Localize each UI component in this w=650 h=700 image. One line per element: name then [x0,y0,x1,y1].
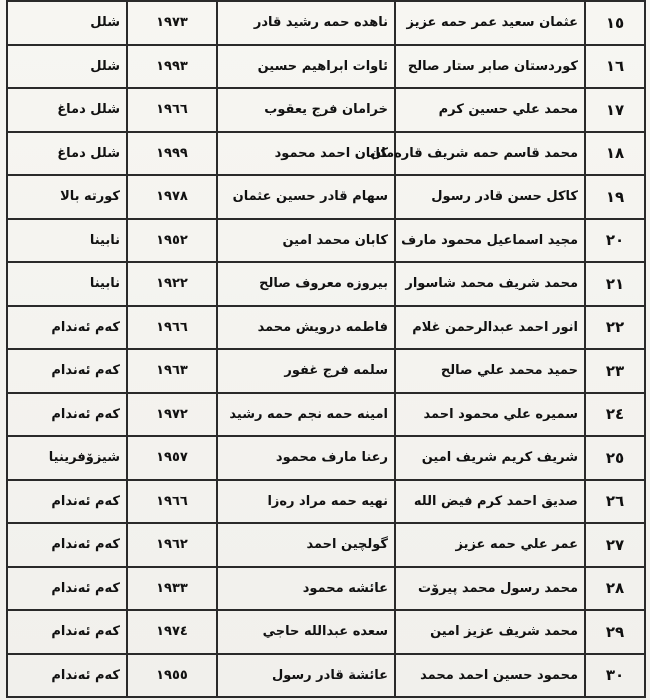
birth-year-cell: ١٩٥٧ [127,436,217,480]
birth-year-cell: ١٩٦٦ [127,306,217,350]
mother-name-cell: نهيه حمه مراد رەزا [217,480,395,524]
condition-cell: كەم ئەندام [7,393,127,437]
table-row [7,436,645,480]
mother-name-cell: رعنا مارف محمود [217,436,395,480]
person-name-cell: كاكل حسن قادر رسول [395,175,585,219]
person-name-cell: شريف كريم شريف امين [395,436,585,480]
mother-name-cell: عائشة قادر رسول [217,654,395,698]
person-name-cell: حميد محمد علي صالح [395,349,585,393]
person-name-cell: سميره علي محمود احمد [395,393,585,437]
row-number-cell: ٢٢ [585,306,645,350]
table-row [7,1,645,45]
table-row [7,523,645,567]
birth-year-cell: ١٩٩٣ [127,45,217,89]
mother-name-cell: امينه حمه نجم حمه رشيد [217,393,395,437]
table-row [7,480,645,524]
birth-year-cell: ١٩٧٨ [127,175,217,219]
row-number-cell: ٢٥ [585,436,645,480]
person-name-cell: محمد قاسم حمه شريف قارەمان [395,132,585,176]
person-name-cell: عثمان سعيد عمر حمه عزيز [395,1,585,45]
person-name-cell: كوردستان صابر ستار صالح [395,45,585,89]
row-number-cell: ٢٨ [585,567,645,611]
row-number-cell: ٢٧ [585,523,645,567]
condition-cell: كەم ئەندام [7,610,127,654]
person-name-cell: انور احمد عبدالرحمن غلام [395,306,585,350]
table-row [7,262,645,306]
mother-name-cell: ئاوات ابراهيم حسين [217,45,395,89]
condition-cell: كەم ئەندام [7,567,127,611]
row-number-cell: ٢١ [585,262,645,306]
birth-year-cell: ١٩٦٣ [127,349,217,393]
birth-year-cell: ١٩٦٦ [127,88,217,132]
row-number-cell: ٢٠ [585,219,645,263]
records-table [6,0,646,698]
condition-cell: شلل دماغ [7,88,127,132]
condition-cell: شلل دماغ [7,132,127,176]
person-name-cell: مجيد اسماعيل محمود مارف [395,219,585,263]
table-row [7,610,645,654]
table-row [7,132,645,176]
table-row [7,393,645,437]
mother-name-cell: فاطمه درويش محمد [217,306,395,350]
person-name-cell: محمد شريف عزيز امين [395,610,585,654]
mother-name-cell: سهام قادر حسين عثمان [217,175,395,219]
condition-cell: كەم ئەندام [7,349,127,393]
row-number-cell: ١٧ [585,88,645,132]
birth-year-cell: ١٩٥٥ [127,654,217,698]
condition-cell: شيزۆفرينيا [7,436,127,480]
row-number-cell: ٢٣ [585,349,645,393]
mother-name-cell: سلمه فرج غفور [217,349,395,393]
mother-name-cell: خرامان فرج يعقوب [217,88,395,132]
table-row [7,45,645,89]
condition-cell: كورتە بالا [7,175,127,219]
mother-name-cell: عائشه محمود [217,567,395,611]
table-row [7,219,645,263]
row-number-cell: ٢٩ [585,610,645,654]
row-number-cell: ١٥ [585,1,645,45]
row-number-cell: ٢٤ [585,393,645,437]
person-name-cell: عمر علي حمه عزيز [395,523,585,567]
birth-year-cell: ١٩٦٦ [127,480,217,524]
records-body [7,1,645,697]
table-row [7,306,645,350]
birth-year-cell: ١٩٧٤ [127,610,217,654]
condition-cell: نابينا [7,219,127,263]
row-number-cell: ٢٦ [585,480,645,524]
condition-cell: كەم ئەندام [7,480,127,524]
person-name-cell: محمد رسول محمد پيرۆت [395,567,585,611]
condition-cell: شلل [7,1,127,45]
birth-year-cell: ١٩٢٢ [127,262,217,306]
person-name-cell: محمود حسين احمد محمد [395,654,585,698]
row-number-cell: ١٨ [585,132,645,176]
mother-name-cell: بيروزه معروف صالح [217,262,395,306]
person-name-cell: صديق احمد كرم فيض الله [395,480,585,524]
table-row [7,567,645,611]
person-name-cell: محمد شريف محمد شاسوار [395,262,585,306]
birth-year-cell: ١٩٧٣ [127,1,217,45]
mother-name-cell: گولچين احمد [217,523,395,567]
birth-year-cell: ١٩٩٩ [127,132,217,176]
condition-cell: كەم ئەندام [7,523,127,567]
row-number-cell: ١٩ [585,175,645,219]
mother-name-cell: كابان محمد امين [217,219,395,263]
row-number-cell: ١٦ [585,45,645,89]
mother-name-cell: كابان احمد محمود [217,132,395,176]
table-row [7,88,645,132]
condition-cell: كەم ئەندام [7,306,127,350]
birth-year-cell: ١٩٥٢ [127,219,217,263]
mother-name-cell: ناهده حمه رشيد قادر [217,1,395,45]
table-row [7,175,645,219]
birth-year-cell: ١٩٣٣ [127,567,217,611]
row-number-cell: ٣٠ [585,654,645,698]
mother-name-cell: سعده عبدالله حاجي [217,610,395,654]
table-row [7,349,645,393]
birth-year-cell: ١٩٦٢ [127,523,217,567]
person-name-cell: محمد علي حسين كرم [395,88,585,132]
condition-cell: نابينا [7,262,127,306]
condition-cell: كەم ئەندام [7,654,127,698]
condition-cell: شلل [7,45,127,89]
birth-year-cell: ١٩٧٢ [127,393,217,437]
table-row [7,654,645,698]
